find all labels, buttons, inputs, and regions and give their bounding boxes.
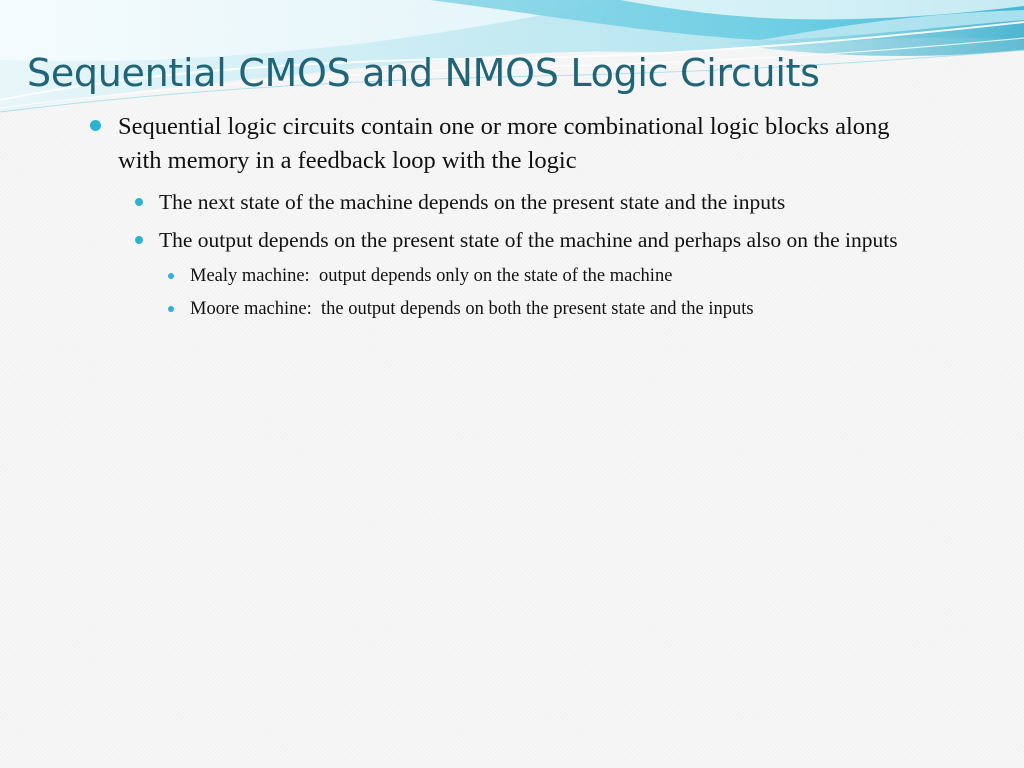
bullet-text: Moore machine: the output depends on both the present state and the inputs	[190, 299, 754, 319]
bullet-circle-icon	[90, 120, 101, 131]
bullet-text: The output depends on the present state of the machine and perhaps also on the inputs	[159, 228, 898, 252]
bullet-item-level-2	[159, 225, 929, 256]
bullet-text: The next state of the machine depends on the present state and the inputs	[159, 190, 786, 214]
bullet-item-level-3	[190, 262, 910, 290]
bullet-list	[0, 110, 1024, 323]
bullet-item-level-1	[118, 110, 928, 178]
bullet-circle-icon	[135, 236, 143, 244]
bullet-circle-icon	[168, 273, 174, 279]
bullet-item-level-3	[190, 295, 910, 323]
bullet-circle-icon	[135, 198, 143, 206]
bullet-text: Sequential logic circuits contain one or more combinational logic blocks along with memory in a feedback loop with the logic	[118, 113, 896, 174]
bullet-text: Mealy machine: output depends only on the state of the machine	[190, 266, 673, 286]
bullet-item-level-2	[159, 187, 929, 218]
bullet-circle-icon	[168, 306, 174, 312]
slide-title: Sequential CMOS and NMOS Logic Circuits	[27, 51, 820, 95]
